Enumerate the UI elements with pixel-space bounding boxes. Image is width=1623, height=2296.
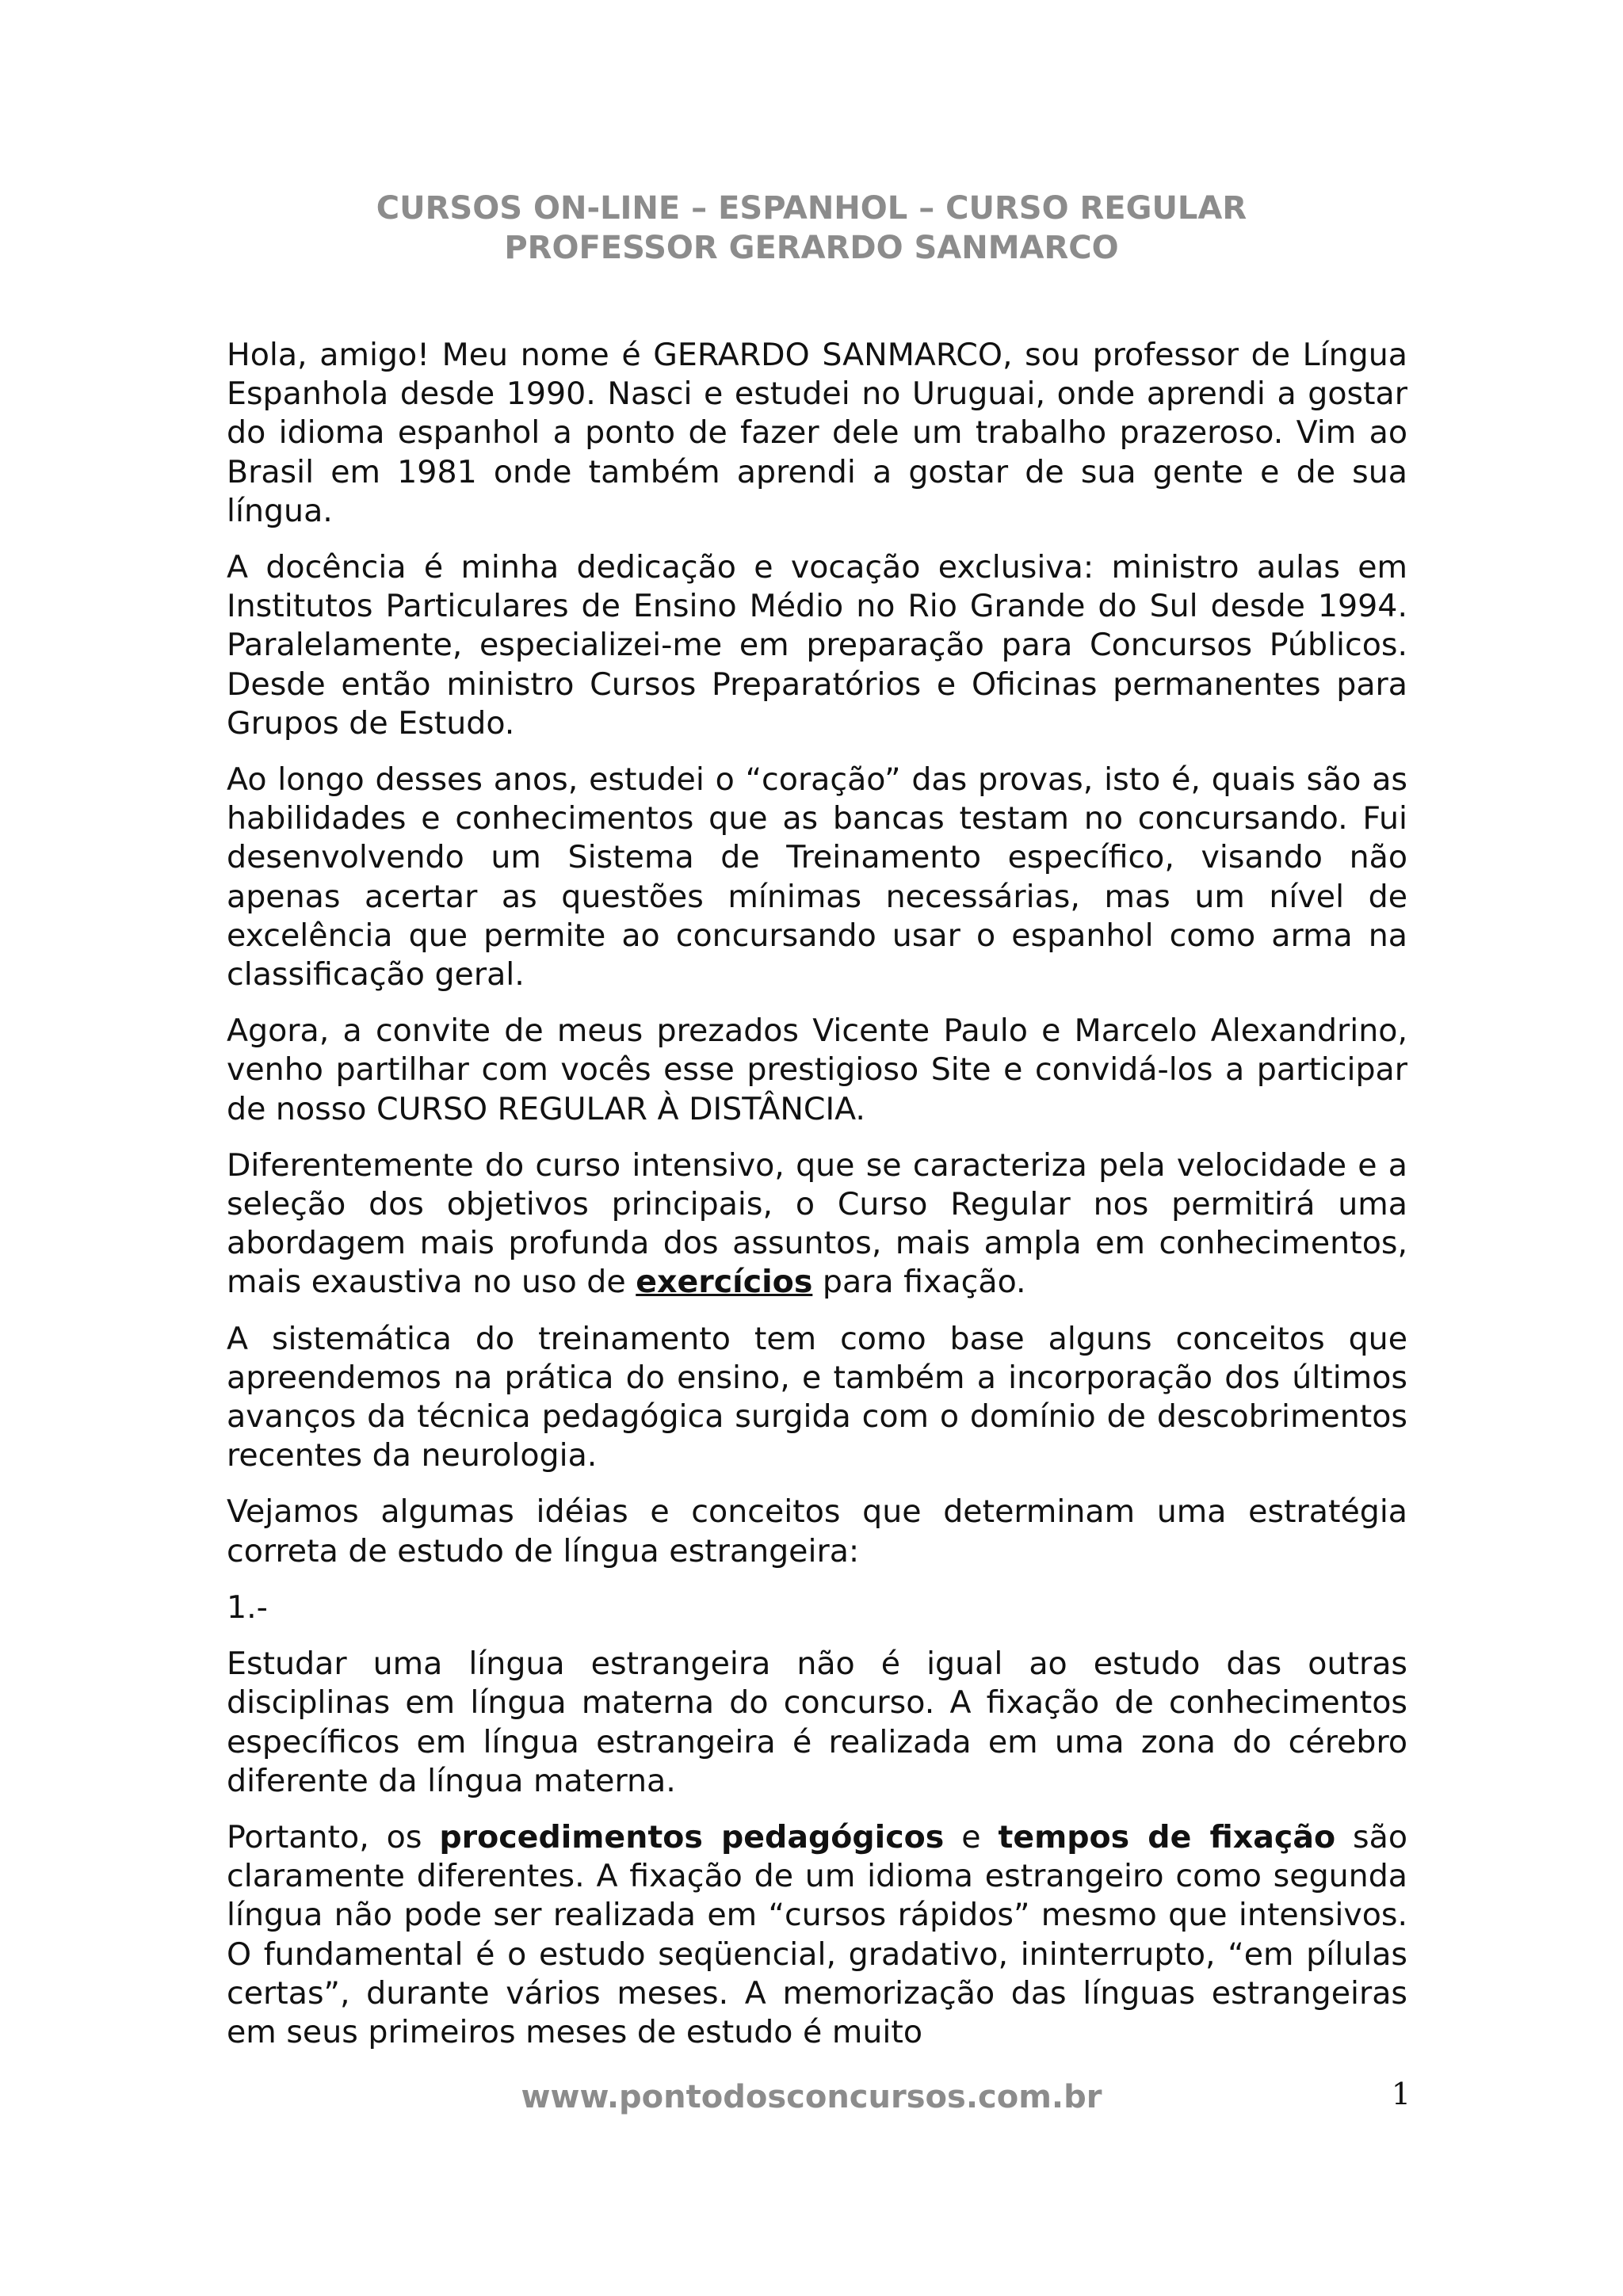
paragraph-invitation: Agora, a convite de meus prezados Vicente Paulo e Marcelo Alexandrino, venho partilhar com vocês esse prestigioso Site e convidá-los a participar de nosso CURSO REGULAR À DISTÂNCIA.	[227, 1013, 1407, 1127]
text-segment: e	[944, 1818, 999, 1855]
list-number-1: 1.-	[227, 1589, 268, 1626]
paragraph-regular-course	[227, 1146, 1407, 1302]
text-segment: Diferentemente do curso intensivo, que se caracteriza pela velocidade e a seleção dos objetivos principais, o Curso Regular nos permitirá uma abordagem mais profunda dos assuntos, mais ampla em conhecimentos, mais exaustiva no uso de	[227, 1146, 1407, 1301]
emphasis-procedimentos: procedimentos pedagógicos	[439, 1818, 945, 1855]
paragraph-procedures	[227, 1818, 1407, 2052]
text-segment: para fixação.	[812, 1264, 1026, 1301]
page-number: 1	[1391, 2077, 1411, 2111]
paragraph-training-system: Ao longo desses anos, estudei o “coração” das provas, isto é, quais são as habilidades e conhecimentos que as bancas testam no concursando. Fui desenvolvendo um Sistema de Treinamento específico, visando não apenas acertar as questões mínimas necessárias, mas um nível de excelência que permite ao concursando usar o espanhol como arma na classificação geral.	[227, 761, 1407, 994]
paragraph-teaching: A docência é minha dedicação e vocação exclusiva: ministro aulas em Institutos Particulares de Ensino Médio no Rio Grande do Sul desde 1994. Paralelamente, especializei-me em preparação para Concursos Públicos. Desde então ministro Cursos Preparatórios e Oficinas permanentes para Grupos de Estudo.	[227, 549, 1407, 742]
header-professor-name: PROFESSOR GERARDO SANMARCO	[504, 230, 1119, 266]
text-segment: Portanto, os	[227, 1818, 440, 1855]
paragraph-ideas: Vejamos algumas idéias e conceitos que determinam uma estratégia correta de estudo de língua estrangeira:	[227, 1493, 1407, 1569]
paragraph-introduction: Hola, amigo! Meu nome é GERARDO SANMARCO, sou professor de Língua Espanhola desde 1990. Nasci e estudei no Uruguai, onde aprendi a gostar do idioma espanhol a ponto de fazer dele um trabalho prazeroso. Vim ao Brasil em 1981 onde também aprendi a gostar de sua gente e de sua língua.	[227, 337, 1407, 529]
footer-website-url: www.pontodosconcursos.com.br	[521, 2079, 1102, 2115]
paragraph-foreign-language: Estudar uma língua estrangeira não é igual ao estudo das outras disciplinas em língua materna do concurso. A fixação de conhecimentos específicos em língua estrangeira é realizada em uma zona do cérebro diferente da língua materna.	[227, 1646, 1407, 1799]
document-body	[227, 336, 1407, 2069]
document-header	[0, 189, 1623, 268]
emphasis-exercicios: exercícios	[636, 1264, 813, 1301]
text-segment: são claramente diferentes. A fixação de um idioma estrangeiro como segunda língua não pode ser realizada em “cursos rápidos” mesmo que intensivos. O fundamental é o estudo seqüencial, gradativo, ininterrupto, “em pílulas certas”, durante vários meses. A memorização das línguas estrangeiras em seus primeiros meses de estudo é muito	[227, 1818, 1407, 2050]
emphasis-tempos: tempos de fixação	[998, 1818, 1336, 1855]
paragraph-systematics: A sistemática do treinamento tem como base alguns conceitos que apreendemos na prática do ensino, e também a incorporação dos últimos avanços da técnica pedagógica surgida com o domínio de descobrimentos recentes da neurologia.	[227, 1320, 1407, 1474]
header-course-title: CURSOS ON-LINE – ESPANHOL – CURSO REGULAR	[376, 190, 1247, 227]
